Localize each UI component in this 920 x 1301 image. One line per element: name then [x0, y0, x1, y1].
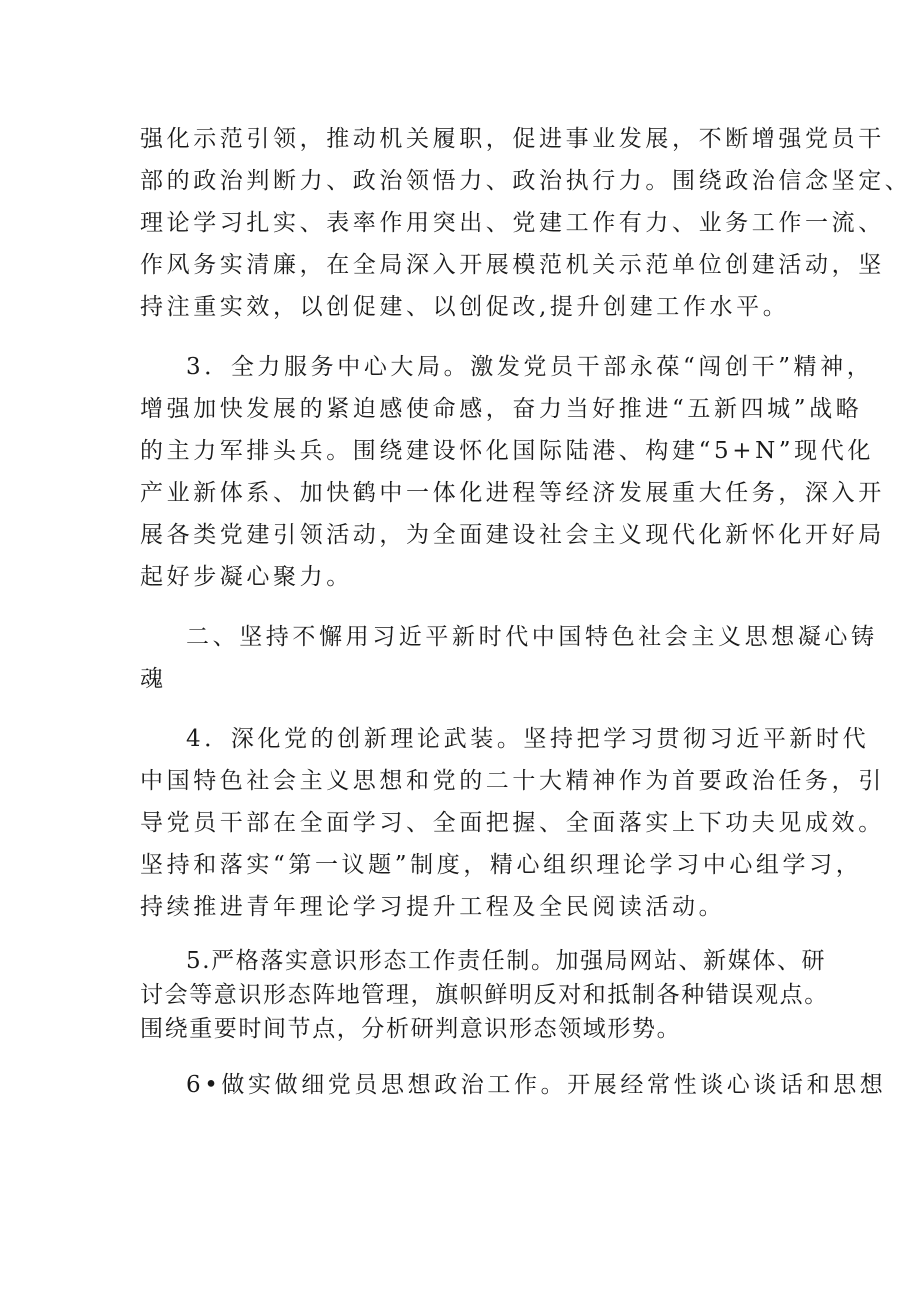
text-line: 的主力军排头兵。围绕建设怀化国际陆港、构建“5+N”现代化 [140, 438, 874, 464]
text-line: 部的政治判断力、政治领悟力、政治执行力。围绕政治信念坚定、 [140, 168, 912, 194]
paragraph-gap [140, 928, 790, 944]
paragraph-gap [140, 598, 790, 616]
text-line: 理论学习扎实、表率作用突出、党建工作有力、业务工作一流、 [140, 210, 885, 236]
text-line: 讨会等意识形态阵地管理，旗帜鲜明反对和抵制各种错误观点。 [140, 982, 829, 1008]
paragraph-gap [140, 328, 790, 346]
paragraph-6 [140, 1064, 887, 1106]
text-line: 3．全力服务中心大局。激发党员干部永葆“闯创干”精神， [186, 354, 874, 380]
document-page [140, 118, 912, 1106]
paragraph-2 [140, 346, 885, 598]
text-line: 展各类党建引领活动，为全面建设社会主义现代化新怀化开好局 [140, 522, 885, 548]
paragraph-1 [140, 118, 912, 328]
text-line: 作风务实清廉，在全局深入开展模范机关示范单位创建活动，坚 [140, 252, 885, 278]
paragraph-gap [140, 1046, 790, 1064]
text-line: 导党员干部在全面学习、全面把握、全面落实上下功夫见成效。 [140, 810, 885, 836]
text-line: 产业新体系、加快鹤中一体化进程等经济发展重大任务，深入开 [140, 480, 885, 506]
section-heading [140, 616, 878, 700]
text-line: 持注重实效，以创促建、以创促改,提升创建工作水平。 [140, 294, 790, 320]
text-line: 持续推进青年理论学习提升工程及全民阅读活动。 [140, 894, 726, 920]
text-line: 4．深化党的创新理论武装。坚持把学习贯彻习近平新时代 [186, 726, 870, 752]
text-line: 5.严格落实意识形态工作责任制。加强局网站、新媒体、研 [186, 948, 827, 974]
text-line: 增强加快发展的紧迫感使命感，奋力当好推进“五新四城”战略 [140, 396, 863, 422]
text-line: 6•做实做细党员思想政治工作。开展经常性谈心谈话和思想 [186, 1072, 887, 1098]
paragraph-4 [140, 718, 885, 928]
text-line: 魂 [140, 666, 167, 692]
text-line: 二、坚持不懈用习近平新时代中国特色社会主义思想凝心铸 [186, 624, 878, 650]
text-line: 起好步凝心聚力。 [140, 564, 353, 590]
text-line: 中国特色社会主义思想和党的二十大精神作为首要政治任务，引 [140, 768, 885, 794]
text-line: 强化示范引领，推动机关履职，促进事业发展，不断增强党员干 [140, 126, 885, 152]
text-line: 围绕重要时间节点，分析研判意识形态领域形势。 [140, 1016, 682, 1042]
paragraph-5 [140, 944, 829, 1046]
paragraph-gap [140, 700, 790, 718]
text-line: 坚持和落实“第一议题”制度，精心组织理论学习中心组学习， [140, 852, 863, 878]
